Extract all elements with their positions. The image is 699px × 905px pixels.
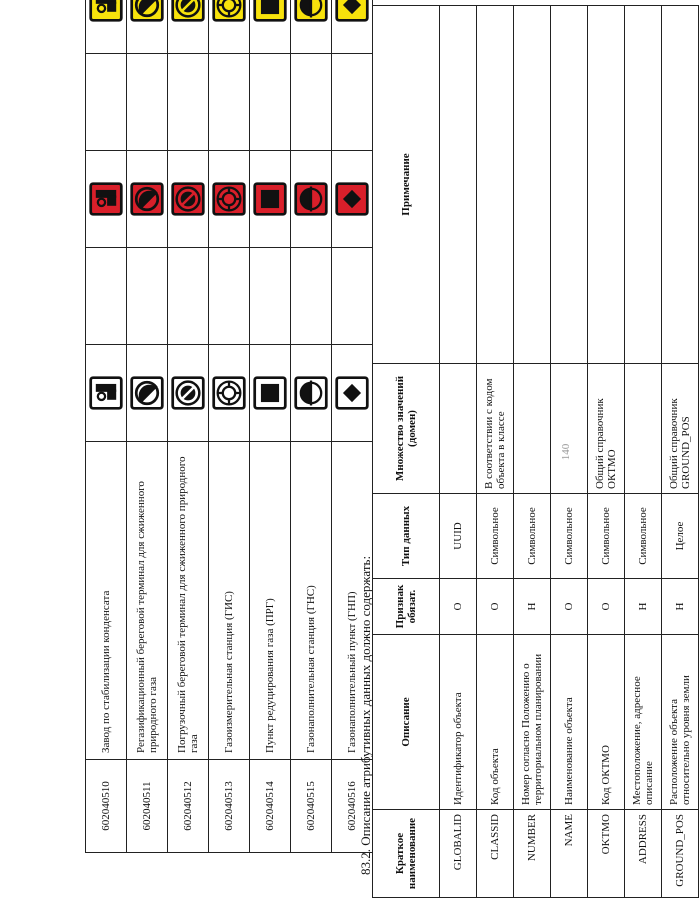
empty-cell: [168, 248, 209, 345]
attr-data-type: Символьное: [625, 494, 662, 579]
attr-note: [625, 6, 662, 364]
attr-required: О: [440, 579, 477, 635]
loading-terminal-red-icon: [171, 151, 205, 247]
attr-required: Н: [625, 579, 662, 635]
attr-data-type: Символьное: [477, 494, 514, 579]
attr-note: [440, 6, 477, 364]
attr-note: [551, 6, 588, 364]
loading-terminal-icon: [171, 345, 205, 441]
attribute-row: [440, 6, 477, 898]
attr-note: [588, 6, 625, 364]
symbol-cell: [250, 345, 291, 442]
empty-cell: [127, 248, 168, 345]
gas-filling-station-yellow-icon: [294, 0, 328, 53]
attribute-row: [625, 6, 662, 898]
attr-data-type: Символьное: [514, 494, 551, 579]
attr-domain: [514, 364, 551, 494]
attr-data-type: Символьное: [551, 494, 588, 579]
symbol-name: Газонаполнительная станция (ГНС): [291, 442, 332, 760]
attr-note: [477, 6, 514, 364]
gas-filling-point-icon: [335, 345, 369, 441]
attr-domain: [625, 364, 662, 494]
attribute-row: [477, 6, 514, 898]
attr-description: Наименование объекта: [551, 635, 588, 810]
attr-data-type: Целое: [662, 494, 699, 579]
gas-reduction-point-red-icon: [253, 151, 287, 247]
gas-filling-point-yellow-icon: [335, 0, 369, 53]
empty-cell: [86, 248, 127, 345]
empty-cell: [86, 54, 127, 151]
symbol-cell: [291, 345, 332, 442]
symbol-cell: [291, 0, 332, 54]
attr-required: О: [551, 579, 588, 635]
symbol-row: [209, 0, 250, 853]
empty-cell: [209, 248, 250, 345]
symbol-cell: [209, 0, 250, 54]
attributes-header-row: [373, 6, 440, 898]
gas-metering-station-icon: [212, 345, 246, 441]
symbol-name: Регазификационный береговой терминал для сжиженного природного газа: [127, 442, 168, 760]
symbol-row: [86, 0, 127, 853]
attr-required: О: [477, 579, 514, 635]
attr-note: [514, 6, 551, 364]
section-heading: 83.2. Описание атрибутивных данных должно содержать:: [358, 555, 373, 875]
attr-note: [662, 6, 699, 364]
symbol-code: 602040513: [209, 760, 250, 853]
symbol-name: Пункт редуцирования газа (ПРГ): [250, 442, 291, 760]
gas-metering-station-yellow-icon: [212, 0, 246, 53]
attr-domain: [440, 364, 477, 494]
symbol-code: 602040512: [168, 760, 209, 853]
attr-short-name: ADDRESS: [625, 810, 662, 898]
symbol-cell: [250, 151, 291, 248]
symbol-name: Погрузочный береговой терминал для сжиженного природного газа: [168, 442, 209, 760]
symbol-cell: [209, 345, 250, 442]
symbol-cell: [250, 0, 291, 54]
attributes-table: [372, 5, 699, 898]
symbol-code: 602040516: [332, 760, 373, 853]
attribute-row: [514, 6, 551, 898]
condensate-stabilization-plant-red-icon: [89, 151, 123, 247]
symbol-cell: [291, 151, 332, 248]
attr-required: О: [588, 579, 625, 635]
attribute-row: [662, 6, 699, 898]
attr-domain: [551, 364, 588, 494]
header-note: Примечание: [373, 6, 440, 364]
symbol-row: [291, 0, 332, 853]
gas-filling-station-icon: [294, 345, 328, 441]
attr-short-name: NAME: [551, 810, 588, 898]
attr-description: Местоположение, адресное описание: [625, 635, 662, 810]
symbol-cell: [332, 0, 373, 54]
header-description: Описание: [373, 635, 440, 810]
attr-domain: Общий справочник GROUND_POS: [662, 364, 699, 494]
empty-cell: [209, 54, 250, 151]
regasification-terminal-red-icon: [130, 151, 164, 247]
symbols-table: [85, 0, 373, 853]
empty-cell: [250, 54, 291, 151]
empty-cell: [250, 248, 291, 345]
attr-data-type: Символьное: [588, 494, 625, 579]
condensate-stabilization-plant-icon: [89, 345, 123, 441]
symbol-cell: [168, 345, 209, 442]
symbol-cell: [86, 345, 127, 442]
symbol-cell: [86, 0, 127, 54]
header-data-type: Тип данных: [373, 494, 440, 579]
attr-domain: Общий справочник ОКТМО: [588, 364, 625, 494]
gas-reduction-point-icon: [253, 345, 287, 441]
symbol-row: [250, 0, 291, 853]
attr-domain: В соответствии с кодом объекта в классе: [477, 364, 514, 494]
attr-description: Номер согласно Положению о территориальном планировании: [514, 635, 551, 810]
condensate-stabilization-plant-yellow-icon: [89, 0, 123, 53]
attr-description: Код объекта: [477, 635, 514, 810]
symbol-code: 602040510: [86, 760, 127, 853]
symbol-row: [127, 0, 168, 853]
symbol-code: 602040515: [291, 760, 332, 853]
regasification-terminal-yellow-icon: [130, 0, 164, 53]
gas-filling-station-red-icon: [294, 151, 328, 247]
attr-description: Идентификатор объекта: [440, 635, 477, 810]
empty-cell: [332, 54, 373, 151]
empty-cell: [332, 248, 373, 345]
header-required: Признак обязат.: [373, 579, 440, 635]
symbol-cell: [127, 0, 168, 54]
attribute-row: [588, 6, 625, 898]
gas-filling-point-red-icon: [335, 151, 369, 247]
attr-description: Расположение объекта относительно уровня земли: [662, 635, 699, 810]
symbol-code: 602040511: [127, 760, 168, 853]
empty-cell: [291, 248, 332, 345]
gas-metering-station-red-icon: [212, 151, 246, 247]
gas-reduction-point-yellow-icon: [253, 0, 287, 53]
header-short-name: Краткое наименование: [373, 810, 440, 898]
symbol-cell: [127, 345, 168, 442]
attr-short-name: GROUND_POS: [662, 810, 699, 898]
page-number: 140: [560, 443, 572, 461]
empty-cell: [127, 54, 168, 151]
empty-cell: [168, 54, 209, 151]
symbol-row: [168, 0, 209, 853]
attribute-row: [551, 6, 588, 898]
attr-description: Код ОКТМО: [588, 635, 625, 810]
attr-short-name: NUMBER: [514, 810, 551, 898]
symbol-cell: [127, 151, 168, 248]
attr-required: Н: [514, 579, 551, 635]
symbol-name: Завод по стабилизации конденсата: [86, 442, 127, 760]
symbol-cell: [209, 151, 250, 248]
empty-cell: [291, 54, 332, 151]
symbol-cell: [168, 0, 209, 54]
attr-short-name: OKTMO: [588, 810, 625, 898]
symbol-name: Газоизмерительная станция (ГИС): [209, 442, 250, 760]
regasification-terminal-icon: [130, 345, 164, 441]
symbol-cell: [332, 345, 373, 442]
symbol-code: 602040514: [250, 760, 291, 853]
attr-short-name: GLOBALID: [440, 810, 477, 898]
symbol-cell: [86, 151, 127, 248]
header-domain: Множество значений (домен): [373, 364, 440, 494]
attr-data-type: UUID: [440, 494, 477, 579]
symbol-cell: [332, 151, 373, 248]
symbol-cell: [168, 151, 209, 248]
loading-terminal-yellow-icon: [171, 0, 205, 53]
symbol-name: Газонаполнительный пункт (ГНП): [332, 442, 373, 760]
attr-short-name: CLASSID: [477, 810, 514, 898]
attr-required: Н: [662, 579, 699, 635]
